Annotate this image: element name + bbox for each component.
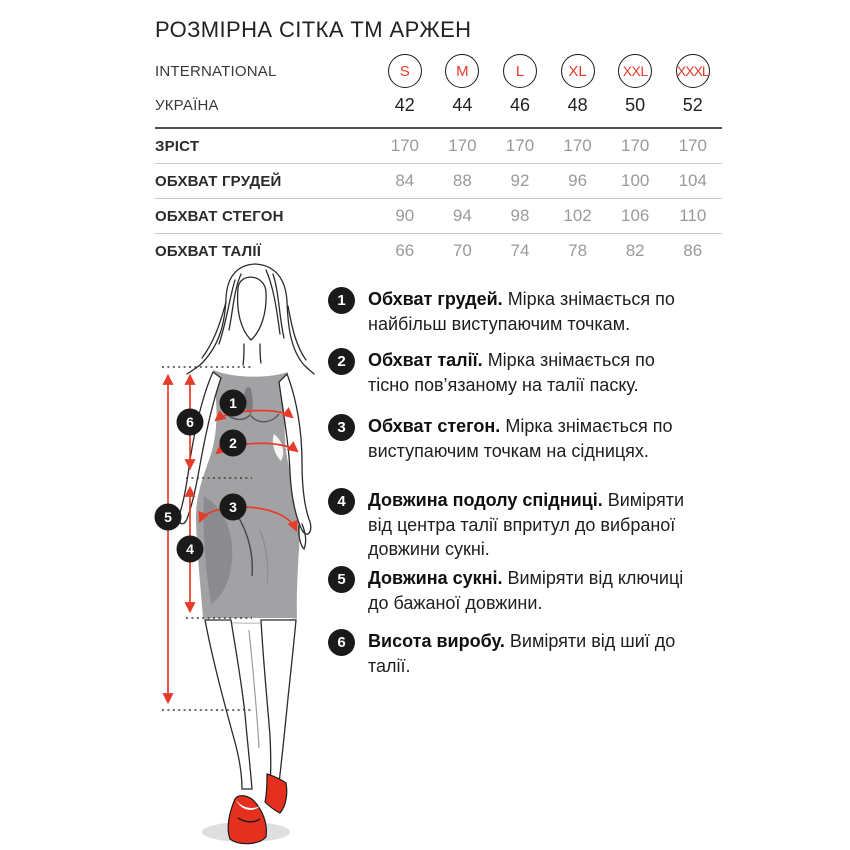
svg-text:2: 2 [229, 435, 237, 451]
measurement-figure [140, 262, 330, 850]
legend-title: Обхват грудей. [368, 289, 503, 309]
size-table [155, 52, 722, 268]
size-circle-m: M [445, 54, 479, 88]
legend-item-6 [328, 629, 728, 678]
ua-size-cell: 42 [394, 94, 415, 115]
ukraine-row [155, 90, 722, 120]
legend-desc: Мірка знімається по найбільш виступаючим точкам. [368, 289, 675, 334]
value-cell: 170 [678, 136, 707, 155]
value-cell: 170 [563, 136, 592, 155]
value-cell: 94 [452, 206, 472, 225]
neck-lines [243, 344, 261, 365]
figure-marker-2 [220, 430, 247, 457]
value-cell: 170 [390, 136, 419, 155]
value-cell: 70 [452, 241, 472, 260]
svg-text:1: 1 [229, 395, 237, 411]
value-cell: 96 [568, 171, 588, 190]
page-title: РОЗМІРНА СІТКА ТМ АРЖЕН [155, 17, 472, 42]
legend-item-5 [328, 566, 728, 615]
ua-size-cell: 50 [625, 94, 646, 115]
ukraine-label: УКРАЇНА [155, 96, 219, 114]
legend-badge-2: 2 [328, 348, 355, 375]
size-circle-xxl: XXL [618, 54, 652, 88]
svg-text:3: 3 [229, 499, 237, 515]
legend-badge-1: 1 [328, 287, 355, 314]
value-cell: 86 [683, 241, 703, 260]
legend-desc: Мірка знімається по тісно пов’язаному на талії паску. [368, 350, 655, 395]
value-cell: 78 [568, 241, 588, 260]
svg-text:4: 4 [186, 541, 194, 557]
table-row-bust: ОБХВАТ ГРУДЕЙ 84 88 92 96 100 104 [155, 164, 722, 199]
value-cell: 92 [510, 171, 530, 190]
legend-item-3 [328, 414, 728, 463]
table-row-height: ЗРІСТ 170 170 170 170 170 170 [155, 129, 722, 164]
international-label: INTERNATIONAL [155, 62, 277, 80]
value-cell: 98 [510, 206, 530, 225]
value-cell: 102 [563, 206, 592, 225]
ua-size-cell: 52 [682, 94, 703, 115]
legend-item-4 [328, 488, 728, 562]
value-cell: 106 [620, 206, 650, 225]
legend-title: Обхват талії. [368, 350, 483, 370]
value-cell: 100 [620, 171, 650, 190]
measurement-rows [155, 127, 722, 268]
value-cell: 104 [678, 171, 707, 190]
value-cell: 170 [620, 136, 650, 155]
figure-marker-6 [177, 409, 204, 436]
legend-title: Довжина подолу спідниці. [368, 490, 603, 510]
svg-text:5: 5 [164, 509, 172, 525]
legend-title: Обхват стегон. [368, 416, 501, 436]
size-circle-xl: XL [561, 54, 595, 88]
legend-desc: Виміряти від центра талії впритул до вибраної довжини сукні. [368, 490, 685, 559]
value-cell: 74 [510, 241, 530, 260]
size-circle-xxxl: XXXL [676, 54, 710, 88]
legend-title: Довжина сукні. [368, 568, 503, 588]
legend-badge-5: 5 [328, 566, 355, 593]
legend-desc: Мірка знімається по виступаючим точкам на сідницях. [368, 416, 673, 461]
figure-marker-3 [220, 494, 247, 521]
figure-marker-1 [220, 390, 247, 417]
legend-item-1 [328, 287, 728, 336]
ua-size-cell: 48 [567, 94, 588, 115]
ua-size-cell: 46 [509, 94, 530, 115]
table-row-waist: ОБХВАТ ТАЛІЇ 66 70 74 78 82 86 [155, 234, 722, 268]
legend-badge-3: 3 [328, 414, 355, 441]
value-cell: 170 [448, 136, 477, 155]
value-cell: 110 [679, 206, 707, 225]
legend-desc: Виміряти від шиї до талії. [368, 631, 676, 676]
size-circle-l: L [503, 54, 537, 88]
legend-title: Висота виробу. [368, 631, 505, 651]
ua-size-cell: 44 [452, 94, 473, 115]
value-cell: 88 [452, 171, 472, 190]
value-cell: 90 [395, 206, 415, 225]
international-row [155, 52, 722, 90]
figure-marker-4 [177, 536, 204, 563]
head-outline [238, 277, 267, 340]
value-cell: 170 [505, 136, 535, 155]
svg-text:6: 6 [186, 414, 194, 430]
size-circle-s: S [388, 54, 422, 88]
legend-item-2 [328, 348, 728, 397]
value-cell: 84 [395, 171, 415, 190]
value-cell: 66 [395, 241, 415, 260]
legend-badge-4: 4 [328, 488, 355, 515]
woman-sketch [140, 262, 330, 850]
value-cell: 82 [625, 241, 645, 260]
legend-desc: Виміряти від ключиці до бажаної довжини. [368, 568, 684, 613]
legs [205, 620, 296, 789]
figure-marker-5 [155, 504, 182, 531]
table-row-hips: ОБХВАТ СТЕГОН 90 94 98 102 106 110 [155, 199, 722, 234]
legend-badge-6: 6 [328, 629, 355, 656]
